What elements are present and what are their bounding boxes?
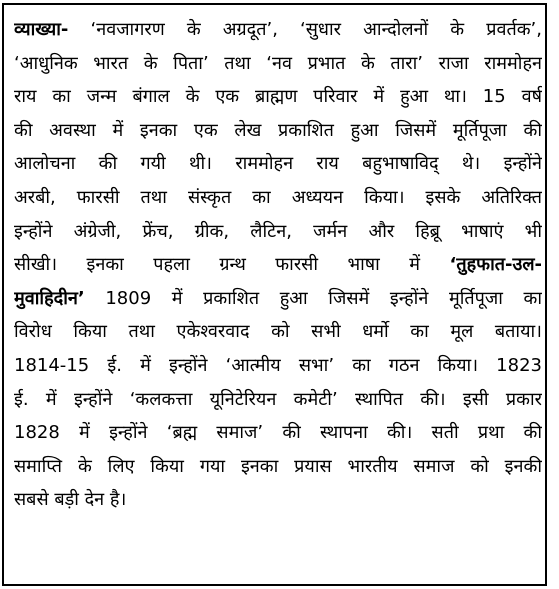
book-title: ‘तुहफात-उल- [449,254,542,276]
text-line: 1828 में इन्होंने ‘ब्रह्म समाज’ की स्थापना की। सती प्रथा की [14,422,542,444]
text-line: समाप्ति के लिए किया गया इनका प्रयास भारतीय समाज को इनकी [14,455,542,477]
text-box [2,3,547,586]
text-line: सबसे बड़ी देन है। [14,489,127,511]
text-line: राय का जन्म बंगाल के एक ब्राह्मण परिवार में हुआ था। 15 वर्ष [14,86,542,108]
text-line: की अवस्था में इनका एक लेख प्रकाशित हुआ जिसमें मूर्तिपूजा की [14,119,542,141]
text-line: ‘आधुनिक भारत के पिता’ तथा ‘नव प्रभात के तारा’ राजा राममोहन [14,52,542,74]
text-line: अरबी, फारसी तथा संस्कृत का अध्ययन किया। इसके अतिरिक्त [14,186,542,208]
text-line: 1814-15 ई. में इन्होंने ‘आत्मीय सभा’ का गठन किया। 1823 [14,354,542,376]
text-line: विरोध किया तथा एकेश्वरवाद को सभी धर्मो का मूल बताया। [14,321,542,343]
text-line: सीखी। इनका पहला ग्रन्थ फारसी भाषा में ‘तुहफात-उल- [14,254,542,276]
text-line: आलोचना की गयी थी। राममोहन राय बहुभाषाविद् थे। इन्होंने [14,153,542,175]
text-line: व्याख्या- ‘नवजागरण के अग्रदूत’, ‘सुधार आन्दोलनों के प्रवर्तक’, [14,19,542,40]
text-line: ई. में इन्होंने ‘कलकत्ता यूनिटेरियन कमेटी’ स्थापित की। इसी प्रकार [14,388,542,410]
text-line: इन्होंने अंग्रेजी, फ्रेंच, ग्रीक, लैटिन, जर्मन और हिब्रू भाषाएं भी [14,220,542,242]
book-title: मुवाहिदीन’ [14,287,85,309]
heading: व्याख्या- [14,19,69,40]
paragraph [14,13,542,517]
text-line: मुवाहिदीन’ 1809 में प्रकाशित हुआ जिसमें इन्होंने मूर्तिपूजा का [14,287,542,309]
